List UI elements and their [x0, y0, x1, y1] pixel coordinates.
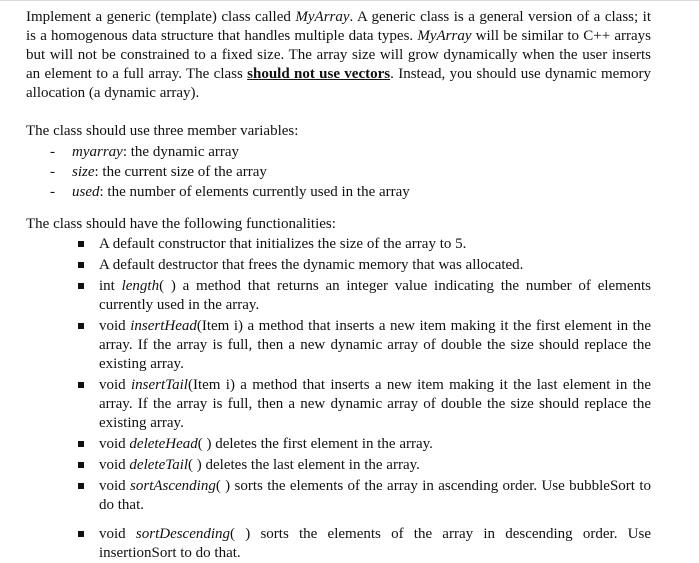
function-return-type: void	[99, 318, 131, 334]
member-item	[26, 163, 651, 182]
functionality-list	[26, 235, 651, 563]
intro-paragraph	[26, 8, 651, 103]
section-gap	[26, 203, 651, 215]
member-desc: : the number of elements currently used in the array	[99, 184, 410, 200]
member-name: used	[72, 184, 100, 200]
function-item	[26, 376, 651, 433]
function-item	[26, 525, 651, 563]
no-vectors-emphasis: should not use vectors	[247, 66, 391, 82]
member-desc: : the current size of the array	[94, 164, 267, 180]
intro-text-1: Implement a generic (template) class called	[26, 9, 296, 25]
dash-marker: -	[50, 184, 55, 200]
square-bullet-icon	[78, 441, 84, 447]
member-name: size	[72, 164, 95, 180]
function-item	[26, 317, 651, 374]
member-item	[26, 143, 651, 162]
function-item	[26, 277, 651, 315]
intro-text-4: . Instead, you should use dynamic memory allocation (a dynamic array).	[26, 66, 651, 101]
square-bullet-icon	[78, 531, 84, 537]
function-desc: ( ) sorts the elements of the array in descending order. Use insertionSort to do that.	[99, 526, 652, 561]
class-name: MyArray	[295, 9, 350, 25]
square-bullet-icon	[78, 283, 84, 289]
square-bullet-icon	[78, 262, 84, 268]
member-variable-list	[26, 143, 651, 202]
function-desc: A default destructor that frees the dynamic memory that was allocated.	[99, 257, 524, 273]
dash-marker: -	[50, 144, 55, 160]
function-return-type: void	[99, 478, 131, 494]
dash-marker: -	[50, 164, 55, 180]
function-return-type: void	[99, 526, 136, 542]
function-return-type: void	[99, 457, 130, 473]
member-item	[26, 183, 651, 202]
square-bullet-icon	[78, 241, 84, 247]
function-desc: (Item i) a method that inserts a new item making it the first element in the array. If the array is full, then a new dynamic array of double the size should replace the existing array.	[99, 318, 652, 372]
function-name: length	[121, 278, 160, 294]
function-name: deleteTail	[129, 457, 189, 473]
function-item	[26, 456, 651, 475]
function-name: sortDescending	[135, 526, 231, 542]
function-desc: ( ) a method that returns an integer value indicating the number of elements currently used in the array.	[99, 278, 652, 313]
members-heading: The class should use three member variables:	[26, 123, 299, 139]
function-name: deleteHead	[129, 436, 198, 452]
square-bullet-icon	[78, 323, 84, 329]
function-item	[26, 477, 651, 515]
function-name: insertHead	[130, 318, 197, 334]
member-name: myarray	[72, 144, 123, 160]
function-desc: ( ) deletes the first element in the array.	[197, 436, 433, 452]
function-item	[26, 435, 651, 454]
function-desc: ( ) deletes the last element in the array.	[188, 457, 420, 473]
function-desc: ( ) sorts the elements of the array in ascending order. Use bubbleSort to do that.	[99, 478, 651, 513]
function-name: insertTail	[131, 377, 188, 393]
square-bullet-icon	[78, 462, 84, 468]
function-return-type: void	[99, 377, 131, 393]
function-item	[26, 256, 651, 275]
function-desc: A default constructor that initializes the size of the array to 5.	[99, 236, 467, 252]
functions-heading: The class should have the following functionalities:	[26, 216, 336, 232]
class-name-2: MyArray	[417, 28, 472, 44]
function-desc: (Item i) a method that inserts a new item making it the last element in the array. If the array is full, then a new dynamic array of double the size should replace the existing array.	[99, 377, 651, 431]
function-return-type: int	[99, 278, 122, 294]
function-item	[26, 235, 651, 254]
square-bullet-icon	[78, 483, 84, 489]
intro-text-2: . A generic class is a general version of a class; it is a homogenous data structure that handles multiple data types.	[26, 9, 652, 44]
intro-text-3: will be similar to C++ arrays but will not be constrained to a fixed size. The array size will grow dynamically when the user inserts an element to a full array. The class	[26, 28, 651, 82]
member-desc: : the dynamic array	[122, 144, 240, 160]
page-top-border	[0, 0, 699, 1]
square-bullet-icon	[78, 382, 84, 388]
function-return-type: void	[99, 436, 130, 452]
function-name: sortAscending	[130, 478, 216, 494]
